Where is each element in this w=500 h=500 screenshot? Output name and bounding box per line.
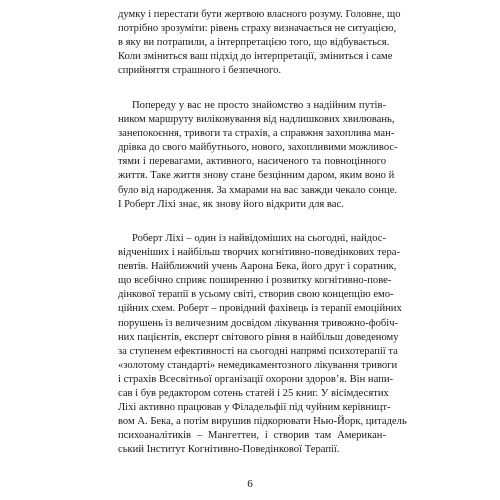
text-line: відченіших і найбільш творчих когнітивно-поведінкових тера- <box>118 247 400 259</box>
text-line: них пацієнтів, експерт світового рівня в найбільш доведеному <box>118 331 399 343</box>
text-line: думку і перестати бути жертвою власного розуму. Головне, що <box>118 9 401 20</box>
text-line: в яку ви потрапили, а інтерпретацією того, що відбувається. <box>118 37 390 49</box>
page-number: 6 <box>247 478 253 490</box>
text-line: Попереду у вас не просто знайомство з надійним путів- <box>132 100 386 111</box>
text-line: І Роберт Ліхі знає, як знову його відкрити для вас. <box>118 198 344 210</box>
text-line: дрівка до свого майбутнього, нового, захопливими можливос- <box>118 142 398 154</box>
text-line: життя. Таке життя знову стане безцінним даром, яким воно й <box>118 170 395 182</box>
text-line: ційних схем. Роберт – провідний фахівець із терапії емоційних <box>118 303 402 315</box>
text-line: занепокоєння, тривоги та страхів, а справжня захоплива ман- <box>118 128 395 140</box>
paragraph-1 <box>118 8 401 78</box>
text-line: і страхів Всесвітньої організації охорони здоров’я. Він напи- <box>118 373 394 385</box>
text-line: вом А. Бека, а потім вирушив підкорювати Нью-Йорк, цитадель <box>118 416 407 428</box>
text-line: порушень із величезним досвідом лікування тривожно-фобіч- <box>118 317 399 329</box>
text-line: Ліхі активно працював у Філадельфії під чуйним керівницт- <box>118 402 391 414</box>
text-line: Коли зміниться ваш підхід до інтерпретації, зміниться і саме <box>118 51 393 63</box>
text-line: сприйняття страшного і безпечного. <box>118 65 282 77</box>
text-line: потрібно зрозуміти: рівень страху визначається не ситуацією, <box>118 23 397 35</box>
text-line: ником маршруту виліковування від надлишкових хвилювань, <box>118 114 395 126</box>
text-line: сав і був редактором сотень статей і 25 книг. У вісімдесятих <box>118 388 389 400</box>
text-line: дінкової терапії в усьому світі, створив свою концепцію емо- <box>118 289 394 301</box>
text-line: що всебічно сприяє поширенню і розвитку когнітивно-пове- <box>118 275 392 287</box>
paragraph-3 <box>118 232 407 458</box>
text-line: ський Інститут Когнітивно-Поведінкової Терапії. <box>118 444 340 456</box>
text-line: було від народження. За хмарами на вас завжди чекало сонце. <box>118 184 398 196</box>
text-line: певтів. Найближчий учень Аарона Бека, його друг і соратник, <box>118 261 397 273</box>
paragraph-2 <box>118 99 398 212</box>
text-line: Роберт Ліхі – один із найвідоміших на сьогодні, найдос- <box>132 233 386 244</box>
text-line: «золотому стандарті» немедикаментозного лікування тривоги <box>118 359 398 371</box>
text-line: тями і перевагами, активного, насиченого та повноцінного <box>118 156 386 168</box>
text-line: психоаналітиків – Мангеттен, і створив там Американ- <box>118 430 386 442</box>
text-line: за ступенем ефективності на сьогодні напрямі психотерапії та <box>118 345 398 357</box>
